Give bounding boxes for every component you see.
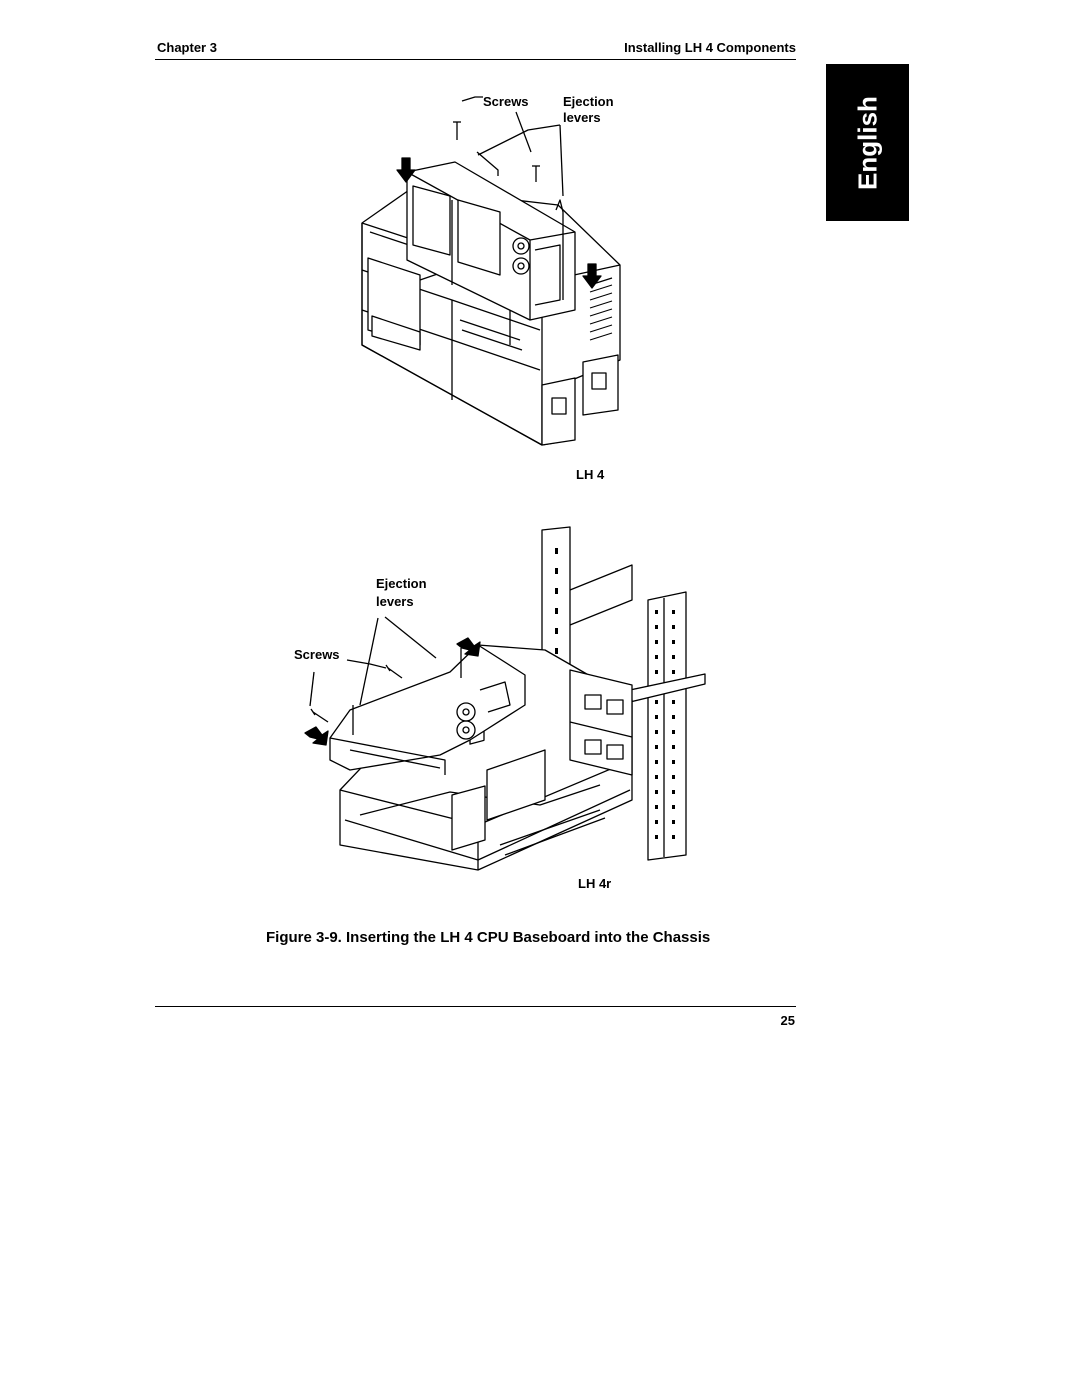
ejection-levers-label-line1: Ejection <box>376 576 427 591</box>
screws-label: Screws <box>294 647 340 662</box>
page-number: 25 <box>780 1013 795 1028</box>
section-title: Installing LH 4 Components <box>624 40 796 55</box>
screws-label: Screws <box>483 94 529 109</box>
figure-caption: Figure 3-9. Inserting the LH 4 CPU Baseboard into the Chassis <box>266 929 711 946</box>
ejection-levers-label-line2: levers <box>376 594 414 609</box>
lh4r-model-label: LH 4r <box>578 876 612 891</box>
chapter-label: Chapter 3 <box>157 40 217 55</box>
ejection-levers-label-line2: levers <box>563 110 601 125</box>
footer-rule <box>155 1006 796 1007</box>
lh4-model-label: LH 4 <box>576 467 605 482</box>
language-tab-label: English <box>852 95 882 190</box>
ejection-levers-label-line1: Ejection <box>563 94 614 109</box>
